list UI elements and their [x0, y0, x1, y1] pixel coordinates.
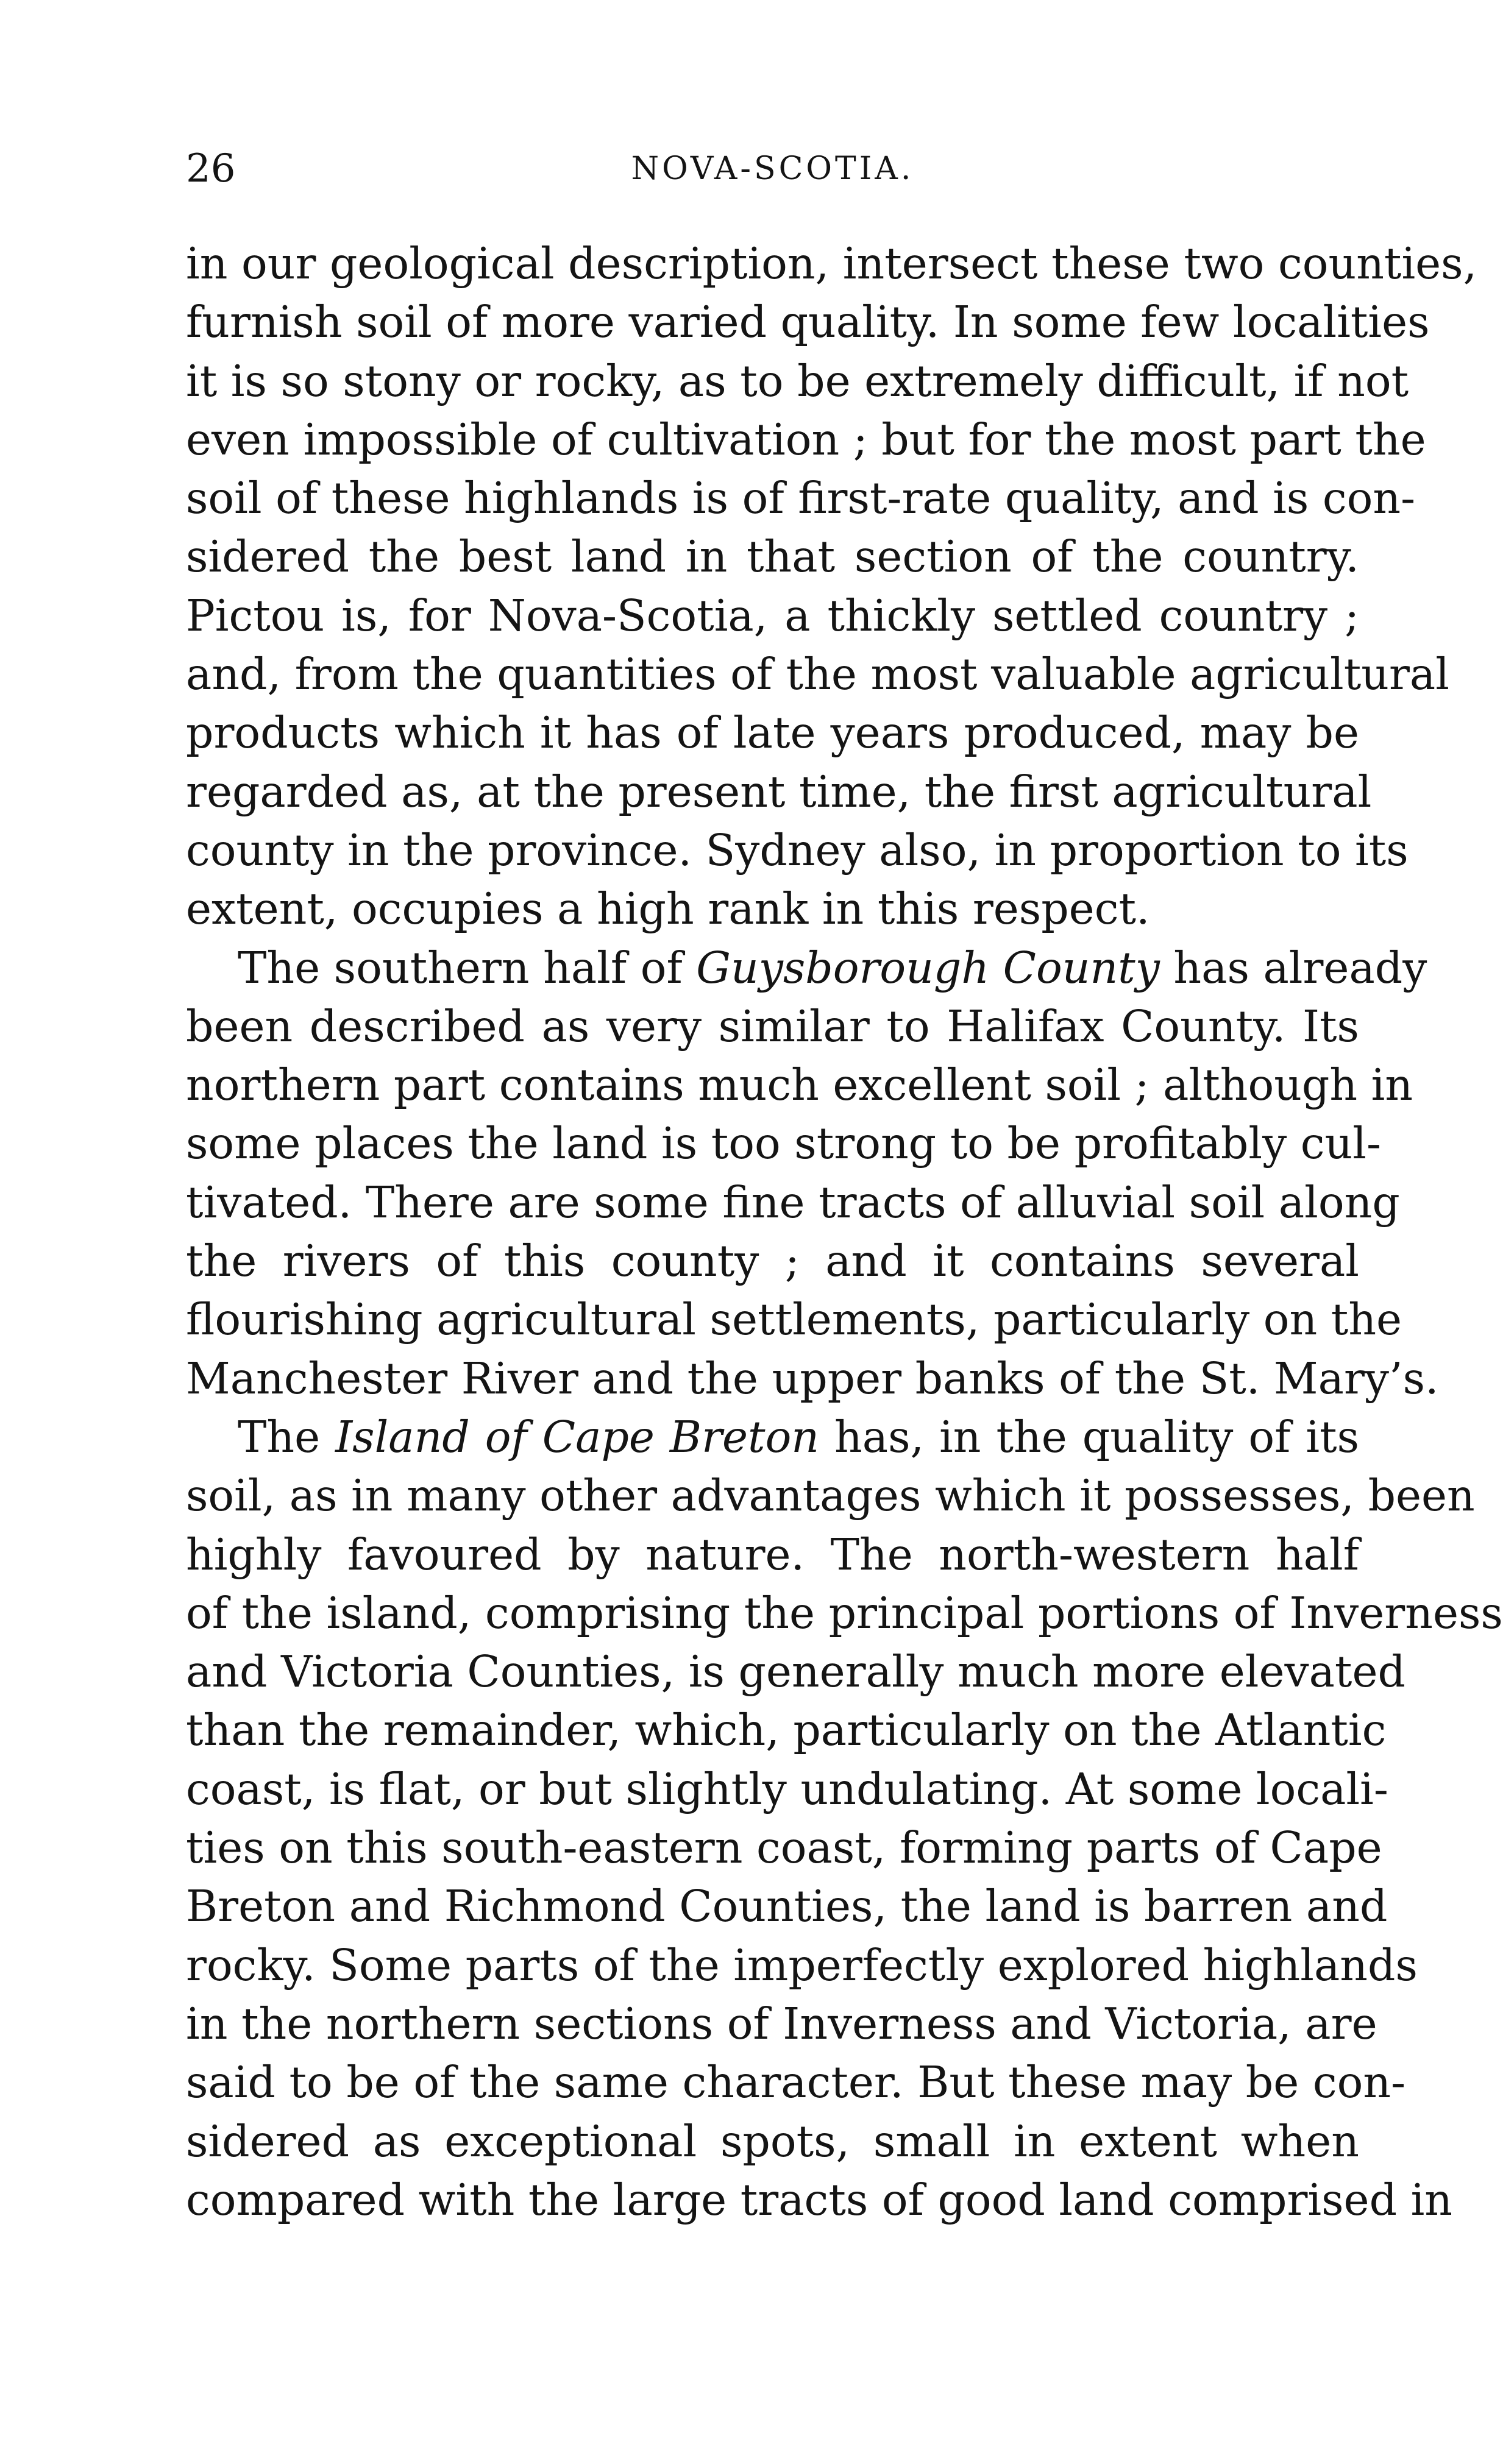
- text-line: ties on this south-eastern coast, forming parts of Cape: [186, 1822, 1382, 1874]
- text-line: sidered as exceptional spots, small in extent when: [186, 2115, 1359, 2167]
- text-line: coast, is flat, or but slightly undulating. At some locali-: [186, 1763, 1388, 1814]
- text-line: and, from the quantities of the most valuable agricultural: [186, 649, 1449, 700]
- island-name-italic: Island of Cape Breton: [335, 1411, 820, 1462]
- text-line: highly favoured by nature. The north-western half: [186, 1529, 1359, 1580]
- text-line: The Island of Cape Breton has, in the quality of its: [238, 1411, 1360, 1462]
- text-line: in our geological description, intersect these two counties,: [186, 238, 1477, 289]
- text-line: compared with the large tracts of good land comprised in: [186, 2174, 1453, 2225]
- text-line: said to be of the same character. But these may be con-: [186, 2057, 1406, 2108]
- text-line: rocky. Some parts of the imperfectly explored highlands: [186, 1939, 1418, 1991]
- text-line: county in the province. Sydney also, in proportion to its: [186, 824, 1409, 876]
- text-line: than the remainder, which, particularly on the Atlantic: [186, 1705, 1387, 1756]
- text-line: flourishing agricultural settlements, particularly on the: [186, 1294, 1402, 1345]
- text-line: in the northern sections of Inverness and Victoria, are: [186, 1998, 1377, 2049]
- text-line: even impossible of cultivation ; but for the most part the: [186, 414, 1426, 465]
- text-line: and Victoria Counties, is generally much more elevated: [186, 1646, 1405, 1698]
- text-line: sidered the best land in that section of the country.: [186, 531, 1359, 582]
- text-line: products which it has of late years produced, may be: [186, 707, 1359, 759]
- page-number: 26: [186, 146, 236, 191]
- text-line: northern part contains much excellent soil ; although in: [186, 1060, 1413, 1111]
- text-line: Manchester River and the upper banks of the St. Mary’s.: [186, 1353, 1439, 1404]
- text-line: tivated. There are some fine tracts of alluvial soil along: [186, 1177, 1400, 1228]
- page-header: [186, 141, 1359, 196]
- text-line: the rivers of this county ; and it contains several: [186, 1236, 1359, 1287]
- text-line: extent, occupies a high rank in this respect.: [186, 883, 1150, 935]
- text-line: Pictou is, for Nova-Scotia, a thickly settled country ;: [186, 590, 1359, 641]
- running-title: NOVA-SCOTIA.: [631, 150, 914, 187]
- text-line: been described as very similar to Halifax County. Its: [186, 1000, 1359, 1052]
- county-name-italic: Guysborough County: [696, 942, 1160, 993]
- text-line: soil, as in many other advantages which it possesses, been: [186, 1470, 1475, 1521]
- text-line: some places the land is too strong to be profitably cul-: [186, 1118, 1381, 1169]
- text-line: The southern half of Guysborough County has already: [238, 942, 1427, 993]
- body-text: [186, 235, 1503, 2229]
- text-line: regarded as, at the present time, the first agricultural: [186, 766, 1372, 817]
- text-line: it is so stony or rocky, as to be extremely difficult, if not: [186, 355, 1409, 406]
- text-line: of the island, comprising the principal portions of Inverness: [186, 1587, 1503, 1638]
- text-line: soil of these highlands is of first-rate quality, and is con-: [186, 473, 1416, 524]
- text-line: furnish soil of more varied quality. In some few localities: [186, 297, 1430, 348]
- text-line: Breton and Richmond Counties, the land is barren and: [186, 1881, 1388, 1932]
